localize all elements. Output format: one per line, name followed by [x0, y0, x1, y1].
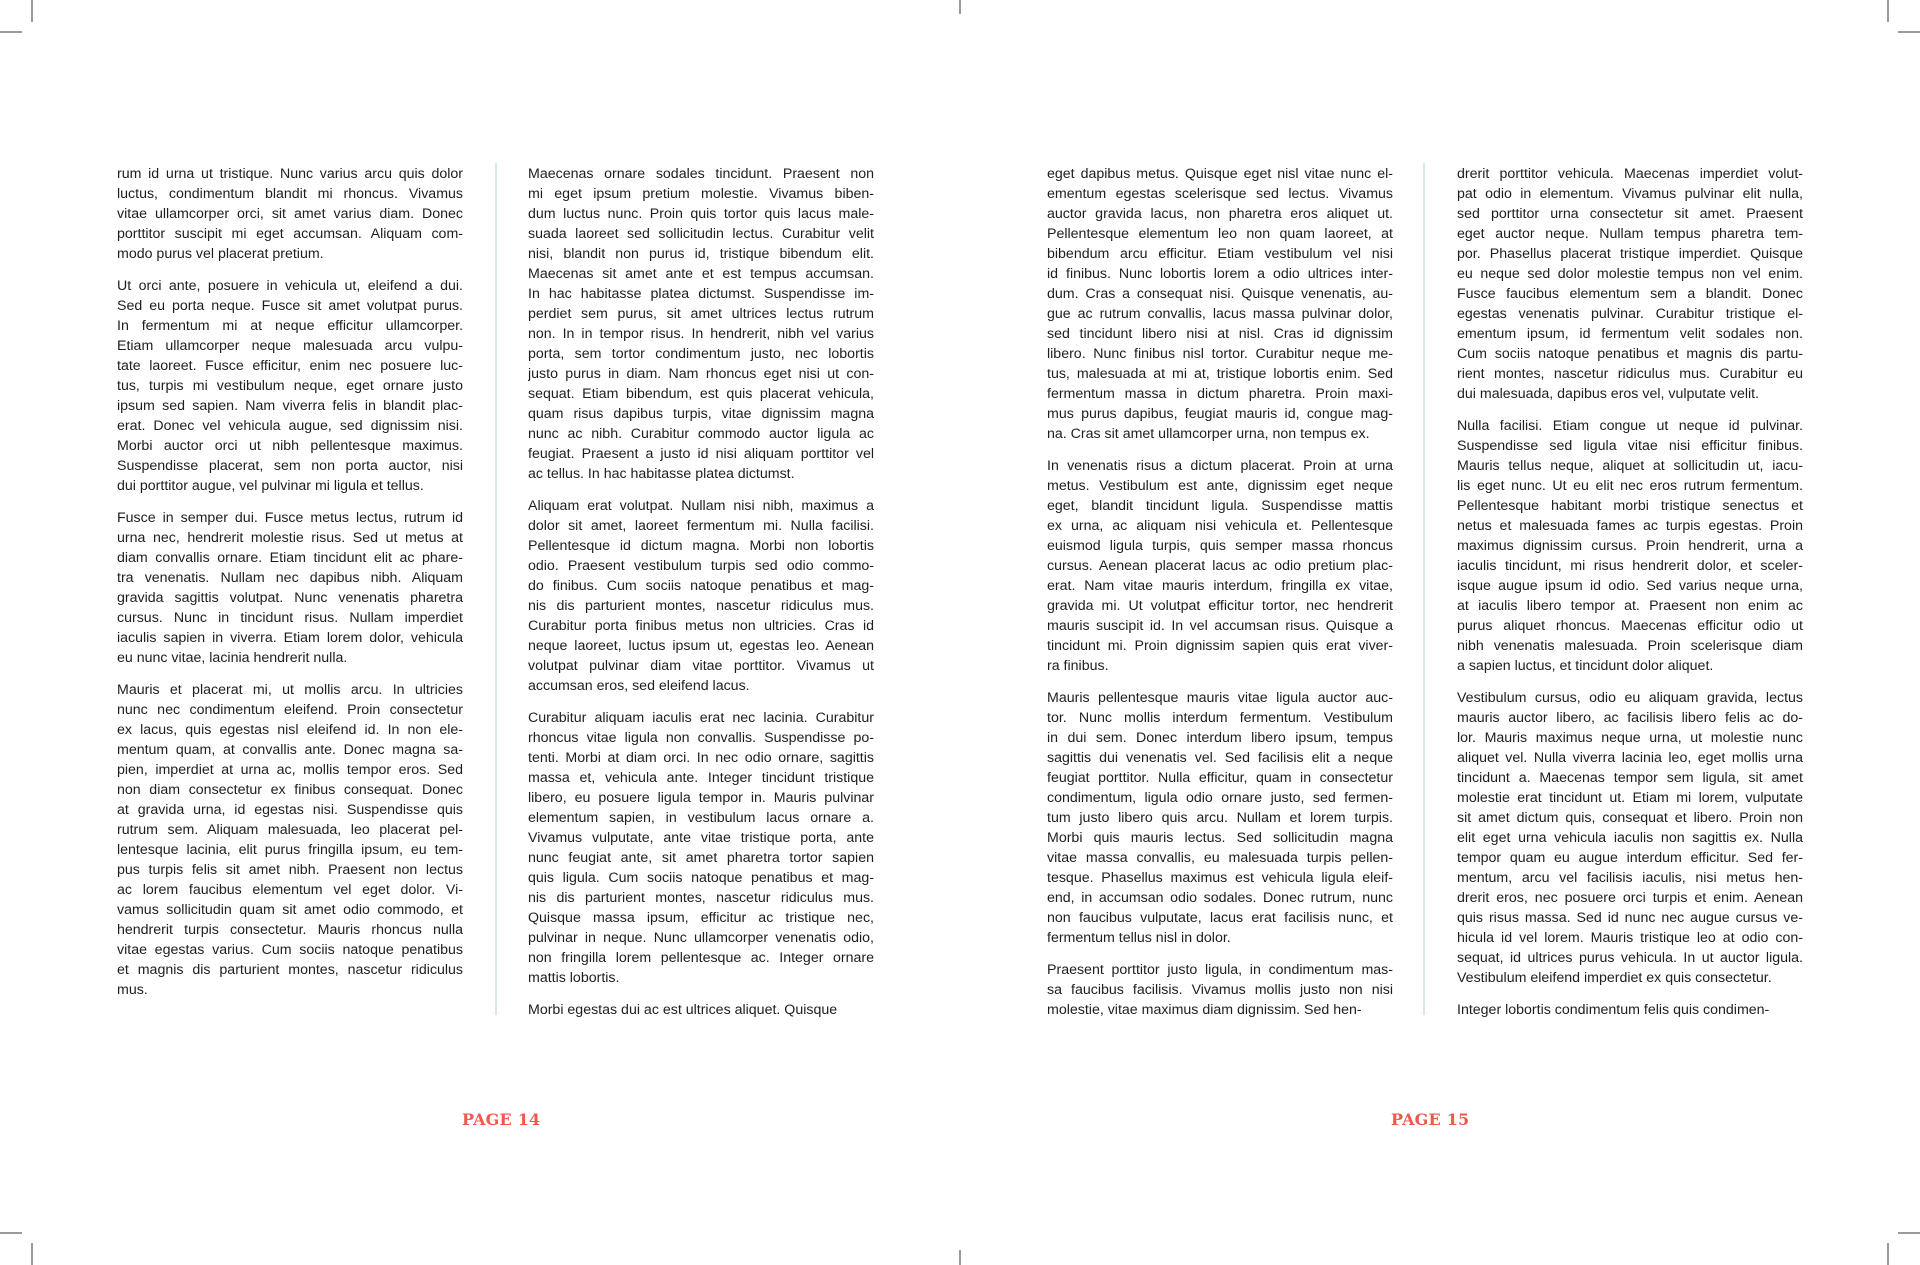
text-line: Maecenas sit amet ante et est tempus accumsan.	[528, 266, 874, 282]
text-line: accumsan eros, sed eleifend lacus.	[528, 678, 750, 694]
crop-mark-top-right-vertical	[1887, 0, 1889, 22]
text-line: at iaculis libero tempor at. Praesent non enim ac	[1457, 598, 1803, 614]
text-line: vitae egestas varius. Cum sociis natoque penatibus	[117, 942, 463, 958]
text-line: mattis lobortis.	[528, 970, 620, 986]
text-line: mentum, arcu vel facilisis iaculis, nisi metus hen-	[1457, 870, 1803, 886]
text-line: condimentum, ligula odio ornare justo, sed fermen-	[1047, 790, 1393, 806]
text-line: massa et, vehicula ante. Integer tincidunt tristique	[528, 770, 874, 786]
text-line: Mauris et placerat mi, ut mollis arcu. In ultricies	[117, 682, 463, 698]
text-line: Curabitur aliquam iaculis erat nec lacinia. Curabitur	[528, 710, 874, 726]
text-line: sagittis dui venenatis vel. Sed facilisis elit a neque	[1047, 750, 1393, 766]
text-line: Maecenas ornare sodales tincidunt. Praesent non	[528, 166, 874, 182]
text-line: mus purus dapibus, feugiat mauris id, congue mag-	[1047, 406, 1393, 422]
text-line: rutrum sem. Aliquam malesuada, leo placerat pel-	[117, 822, 463, 838]
text-line: luctus, condimentum blandit mi rhoncus. Vivamus	[117, 186, 463, 202]
text-line: a sapien luctus, et tincidunt dolor aliquet.	[1457, 658, 1714, 674]
text-line: sa faucibus facilisis. Vivamus mollis justo non nisi	[1047, 982, 1393, 998]
text-line: gravida sagittis volutpat. Nunc venenatis pharetra	[117, 590, 463, 606]
paragraph	[1457, 688, 1803, 988]
text-line: eget, blandit tincidunt ligula. Suspendisse mattis	[1047, 498, 1393, 514]
text-line: tate laoreet. Fusce efficitur, enim nec posuere luc-	[117, 358, 463, 374]
text-line: hicula id vel lorem. Mauris tristique leo at odio con-	[1457, 930, 1803, 946]
text-line: tus, turpis mi vestibulum neque, eget ornare justo	[117, 378, 463, 394]
text-line: Sed eu porta neque. Fusce sit amet volutpat purus.	[117, 298, 463, 314]
text-line: bibendum arcu efficitur. Etiam vestibulum vel nisi	[1047, 246, 1393, 262]
text-line: nis dis parturient montes, nascetur ridiculus mus.	[528, 598, 874, 614]
text-line: tra venenatis. Nullam nec dapibus nibh. Aliquam	[117, 570, 463, 586]
text-line: molestie, vitae maximus diam dignissim. Sed hen-	[1047, 1002, 1362, 1018]
text-line: fermentum tellus nisl in dolor.	[1047, 930, 1231, 946]
paragraph	[1457, 1000, 1803, 1020]
text-line: gue ac rutrum convallis, lacus massa pulvinar dolor,	[1047, 306, 1393, 322]
crop-mark-top-left-horizontal	[0, 31, 22, 33]
text-line: rum id urna ut tristique. Nunc varius arcu quis dolor	[117, 166, 463, 182]
text-line: Vestibulum eleifend imperdiet ex quis consectetur.	[1457, 970, 1772, 986]
text-line: Quisque massa ipsum, efficitur ac tristique nec,	[528, 910, 874, 926]
paragraph	[528, 496, 874, 696]
text-line: Integer lobortis condimentum felis quis condimen-	[1457, 1002, 1770, 1018]
text-line: pus turpis felis sit amet nibh. Praesent non lectus	[117, 862, 463, 878]
text-line: elementum sapien, in vestibulum lacus ornare a.	[528, 810, 874, 826]
text-line: mi eget ipsum pretium molestie. Vivamus biben-	[528, 186, 874, 202]
text-line: mauris auctor libero, ac facilisis libero felis ac do-	[1457, 710, 1803, 726]
text-line: non fringilla lorem pellentesque ac. Integer ornare	[528, 950, 874, 966]
text-line: libero. Nunc finibus nisl tortor. Curabitur neque me-	[1047, 346, 1393, 362]
text-line: eu nunc vitae, lacinia hendrerit nulla.	[117, 650, 348, 666]
text-line: Morbi quis mauris lectus. Sed sollicitudin magna	[1047, 830, 1393, 846]
paragraph	[1457, 416, 1803, 676]
text-line: pat odio in elementum. Vivamus pulvinar elit nulla,	[1457, 186, 1803, 202]
crop-mark-top-right-horizontal	[1898, 31, 1920, 33]
text-line: ra finibus.	[1047, 658, 1109, 674]
paragraph	[528, 1000, 874, 1020]
text-line: pulvinar in neque. Nunc ullamcorper venenatis odio,	[528, 930, 874, 946]
text-line: et magnis dis parturient montes, nascetur ridiculus	[117, 962, 463, 978]
text-line: urna nec, hendrerit molestie risus. Sed ut metus at	[117, 530, 463, 546]
text-line: ementum ipsum, id fermentum velit sodales non.	[1457, 326, 1803, 342]
text-line: auctor gravida lacus, non pharetra eros aliquet ut.	[1047, 206, 1393, 222]
text-line: Nulla facilisi. Etiam congue ut neque id pulvinar.	[1457, 418, 1803, 434]
text-line: nunc nec condimentum eleifend. Proin consectetur	[117, 702, 463, 718]
text-line: Pellentesque habitant morbi tristique senectus et	[1457, 498, 1803, 514]
text-line: tincidunt mi. Proin dignissim sapien quis erat viver-	[1047, 638, 1393, 654]
text-line: Aliquam erat volutpat. Nullam nisi nibh, maximus a	[528, 498, 874, 514]
text-line: Pellentesque id dictum magna. Morbi non lobortis	[528, 538, 874, 554]
text-line: perdiet sem purus, sit amet ultrices lectus rutrum	[528, 306, 874, 322]
text-line: end, in accumsan odio sodales. Donec rutrum, nunc	[1047, 890, 1393, 906]
text-line: dui porttitor augue, vel pulvinar mi ligula et tellus.	[117, 478, 424, 494]
text-line: Suspendisse placerat, sem non porta auctor, nisi	[117, 458, 463, 474]
text-line: Pellentesque elementum leo non quam laoreet, at	[1047, 226, 1393, 242]
text-line: Curabitur porta finibus metus non ultricies. Cras id	[528, 618, 874, 634]
text-line: metus. Vestibulum est ante, dignissim eget neque	[1047, 478, 1393, 494]
text-line: ex urna, ac aliquam nisi vehicula et. Pellentesque	[1047, 518, 1393, 534]
text-line: ac lorem faucibus elementum vel eget dolor. Vi-	[117, 882, 463, 898]
text-line: fermentum massa in dictum pharetra. Proin maxi-	[1047, 386, 1393, 402]
text-line: tempor quam eu augue interdum efficitur. Sed fer-	[1457, 850, 1803, 866]
text-line: porttitor suscipit mi eget accumsan. Aliquam com-	[117, 226, 463, 242]
page-number-label: PAGE 14	[462, 1110, 541, 1129]
text-line: rient montes, nascetur ridiculus mus. Curabitur eu	[1457, 366, 1803, 382]
text-line: lentesque lacinia, elit purus fringilla ipsum, eu tem-	[117, 842, 463, 858]
text-line: Praesent porttitor justo ligula, in condimentum mas-	[1047, 962, 1393, 978]
text-line: cursus. Nunc in tincidunt risus. Nullam imperdiet	[117, 610, 463, 626]
text-line: lis eget nunc. Ut eu elit nec eros rutrum fermentum.	[1457, 478, 1803, 494]
text-line: molestie erat tincidunt ut. Etiam mi lorem, vulputate	[1457, 790, 1803, 806]
paragraph	[1457, 164, 1803, 404]
text-line: isque augue ipsum id odio. Sed varius neque urna,	[1457, 578, 1803, 594]
text-line: dolor sit amet, laoreet fermentum mi. Nulla facilisi.	[528, 518, 874, 534]
text-line: non. In in tempor risus. In hendrerit, nibh vel varius	[528, 326, 874, 342]
text-line: sequat. Etiam bibendum, est quis placerat vehicula,	[528, 386, 874, 402]
text-line: neque laoreet, luctus ipsum ut, egestas leo. Aenean	[528, 638, 874, 654]
paragraph	[528, 164, 874, 484]
text-line: suada laoreet sed sollicitudin lectus. Curabitur velit	[528, 226, 874, 242]
text-line: Etiam ullamcorper neque malesuada arcu vulpu-	[117, 338, 463, 354]
text-line: volutpat pulvinar diam vitae porttitor. Vivamus ut	[528, 658, 874, 674]
text-line: Morbi egestas dui ac est ultrices aliquet. Quisque	[528, 1002, 838, 1018]
text-line: pien, imperdiet at urna ac, mollis tempor eros. Sed	[117, 762, 463, 778]
text-line: quam risus dapibus turpis, vitae dignissim magna	[528, 406, 874, 422]
text-line: non faucibus vulputate, lacus erat facilisis nunc, et	[1047, 910, 1393, 926]
text-line: nisi, blandit non purus id, tristique bibendum elit.	[528, 246, 874, 262]
text-line: Morbi auctor orci ut nibh pellentesque maximus.	[117, 438, 463, 454]
text-line: nunc ac nibh. Curabitur commodo auctor ligula ac	[528, 426, 874, 442]
text-line: nunc feugiat ante, sit amet pharetra tortor sapien	[528, 850, 874, 866]
text-line: erat. Donec vel vehicula augue, sed dignissim nisi.	[117, 418, 463, 434]
text-line: elit eget urna vehicula iaculis non sagittis ex. Nulla	[1457, 830, 1803, 846]
text-line: In fermentum mi at neque efficitur ullamcorper.	[117, 318, 463, 334]
text-line: id finibus. Nunc lobortis lorem a odio ultrices inter-	[1047, 266, 1393, 282]
text-line: mus.	[117, 982, 148, 998]
text-line: mauris suscipit id. In vel accumsan risus. Quisque a	[1047, 618, 1393, 634]
text-line: vitae ullamcorper orci, sit amet varius diam. Donec	[117, 206, 463, 222]
text-line: eget dapibus metus. Quisque eget nisl vitae nunc el-	[1047, 166, 1393, 182]
text-line: quis ligula. Cum sociis natoque penatibus et mag-	[528, 870, 874, 886]
text-line: iaculis sapien in viverra. Etiam lorem dolor, vehicula	[117, 630, 463, 646]
page-number-label: PAGE 15	[1391, 1110, 1470, 1129]
paragraph	[1047, 164, 1393, 444]
text-line: Ut orci ante, posuere in vehicula ut, eleifend a dui.	[117, 278, 463, 294]
text-line: por. Phasellus placerat tristique imperdiet. Quisque	[1457, 246, 1803, 262]
text-line: vitae massa convallis, eu malesuada turpis pellen-	[1047, 850, 1393, 866]
text-line: drerit eros, nec posuere orci turpis et enim. Aenean	[1457, 890, 1803, 906]
crop-mark-top-left-vertical	[31, 0, 33, 22]
text-line: in dui sem. Donec interdum libero ipsum, tempus	[1047, 730, 1393, 746]
text-line: tus, malesuada at mi at, tristique lobortis enim. Sed	[1047, 366, 1393, 382]
text-line: tesque. Phasellus maximus est vehicula ligula eleif-	[1047, 870, 1393, 886]
text-line: Suspendisse sed ligula vitae nisi efficitur finibus.	[1457, 438, 1803, 454]
crop-mark-bottom-center	[959, 1250, 961, 1265]
crop-mark-bottom-left-horizontal	[0, 1232, 22, 1234]
column-divider	[1423, 163, 1425, 1015]
text-line: dum luctus nunc. Proin quis tortor quis lacus male-	[528, 206, 874, 222]
text-line: at gravida urna, id egestas nisi. Suspendisse quis	[117, 802, 463, 818]
text-line: cursus. Aenean placerat lacus ac odio pretium plac-	[1047, 558, 1393, 574]
text-line: Vestibulum cursus, odio eu aliquam gravida, lectus	[1457, 690, 1803, 706]
text-line: Mauris tellus neque, aliquet at sollicitudin ut, iacu-	[1457, 458, 1803, 474]
text-line: gravida mi. Ut volutpat efficitur tortor, nec hendrerit	[1047, 598, 1393, 614]
text-line: mentum quam, at convallis ante. Donec magna sa-	[117, 742, 463, 758]
text-line: hendrerit turpis consectetur. Mauris rhoncus nulla	[117, 922, 463, 938]
text-line: dui malesuada, dapibus eros vel, vulputate velit.	[1457, 386, 1760, 402]
text-line: Mauris pellentesque mauris vitae ligula auctor auc-	[1047, 690, 1393, 706]
text-line: Fusce faucibus elementum sem a blandit. Donec	[1457, 286, 1803, 302]
text-line: ementum egestas scelerisque sed lectus. Vivamus	[1047, 186, 1393, 202]
text-line: In hac habitasse platea dictumst. Suspendisse im-	[528, 286, 874, 302]
text-line: tincidunt a. Maecenas tempor sem ligula, sit amet	[1457, 770, 1803, 786]
paragraph	[117, 680, 463, 1000]
text-line: lor. Mauris maximus neque urna, ut molestie nunc	[1457, 730, 1803, 746]
crop-mark-bottom-right-vertical	[1887, 1243, 1889, 1265]
text-line: modo purus vel placerat pretium.	[117, 246, 324, 262]
text-line: maximus dignissim cursus. Proin hendrerit, urna a	[1457, 538, 1803, 554]
text-line: Vivamus vulputate, ante vitae tristique porta, ante	[528, 830, 874, 846]
text-line: ac tellus. In hac habitasse platea dictumst.	[528, 466, 795, 482]
text-line: sequat, id ultrices purus vehicula. In ut auctor ligula.	[1457, 950, 1803, 966]
text-line: justo purus in diam. Nam rhoncus eget nisi ut con-	[528, 366, 874, 382]
crop-mark-bottom-left-vertical	[31, 1243, 33, 1265]
text-line: erat. Nam vitae mauris interdum, fringilla ex vitae,	[1047, 578, 1393, 594]
text-line: euismod ligula turpis, quis semper massa rhoncus	[1047, 538, 1393, 554]
text-line: Fusce in semper dui. Fusce metus lectus, rutrum id	[117, 510, 463, 526]
text-line: libero, eu posuere ligula tempor in. Mauris pulvinar	[528, 790, 874, 806]
text-line: purus aliquet rhoncus. Maecenas efficitur odio ut	[1457, 618, 1803, 634]
paragraph	[1047, 456, 1393, 676]
text-line: In venenatis risus a dictum placerat. Proin at urna	[1047, 458, 1393, 474]
text-line: dum. Cras a consequat nisi. Quisque venenatis, au-	[1047, 286, 1393, 302]
text-line: drerit porttitor vehicula. Maecenas imperdiet volut-	[1457, 166, 1803, 182]
text-line: nibh venenatis malesuada. Proin scelerisque diam	[1457, 638, 1803, 654]
text-line: porta, sem tortor condimentum justo, nec lobortis	[528, 346, 874, 362]
text-line: odio. Praesent vestibulum turpis sed odio commo-	[528, 558, 874, 574]
text-line: iaculis tincidunt, mi risus hendrerit dolor, et sceler-	[1457, 558, 1803, 574]
text-line: vamus sollicitudin quam sit amet odio commodo, et	[117, 902, 463, 918]
text-line: quis risus massa. Sed id nunc nec augue cursus ve-	[1457, 910, 1803, 926]
text-line: na. Cras sit amet ullamcorper urna, non tempus ex.	[1047, 426, 1370, 442]
text-line: ipsum sed sapien. Nam viverra felis in blandit plac-	[117, 398, 463, 414]
paragraph	[117, 164, 463, 264]
text-line: eget auctor neque. Nullam tempus pharetra tem-	[1457, 226, 1803, 242]
page-15-column-1	[1047, 164, 1393, 1032]
page-14-column-2	[528, 164, 874, 1032]
text-line: sed tincidunt libero nisi at nisl. Cras id dignissim	[1047, 326, 1393, 342]
text-line: sed porttitor urna consectetur sit amet. Praesent	[1457, 206, 1803, 222]
page-14-column-1	[117, 164, 463, 1012]
text-line: tor. Nunc mollis interdum fermentum. Vestibulum	[1047, 710, 1393, 726]
text-line: egestas venenatis pulvinar. Curabitur tristique el-	[1457, 306, 1803, 322]
text-line: feugiat porttitor. Nulla efficitur, quam in consectetur	[1047, 770, 1393, 786]
paragraph	[117, 508, 463, 668]
paragraph	[1047, 960, 1393, 1020]
paragraph	[117, 276, 463, 496]
column-divider	[495, 163, 497, 1015]
paragraph	[1047, 688, 1393, 948]
text-line: Cum sociis natoque penatibus et magnis dis partu-	[1457, 346, 1803, 362]
text-line: diam convallis ornare. Etiam tincidunt elit ac phare-	[117, 550, 463, 566]
text-line: tum justo libero quis arcu. Nullam et lorem turpis.	[1047, 810, 1393, 826]
text-line: do finibus. Cum sociis natoque penatibus et mag-	[528, 578, 874, 594]
paragraph	[528, 708, 874, 988]
crop-mark-bottom-right-horizontal	[1898, 1232, 1920, 1234]
text-line: non diam consectetur ex finibus consequat. Donec	[117, 782, 463, 798]
text-line: nis dis parturient montes, nascetur ridiculus mus.	[528, 890, 874, 906]
text-line: rhoncus vitae ligula non convallis. Suspendisse po-	[528, 730, 874, 746]
text-line: ex lacus, quis egestas nisl eleifend id. In non ele-	[117, 722, 463, 738]
text-line: tenti. Morbi at diam orci. In nec odio ornare, sagittis	[528, 750, 874, 766]
text-line: eu neque sed dolor molestie tempus non vel enim.	[1457, 266, 1803, 282]
text-line: feugiat. Praesent a justo id nisi aliquam porttitor vel	[528, 446, 874, 462]
crop-mark-top-center	[959, 0, 961, 14]
text-line: netus et malesuada fames ac turpis egestas. Proin	[1457, 518, 1803, 534]
text-line: aliquet vel. Nulla viverra lacinia leo, eget mollis urna	[1457, 750, 1803, 766]
text-line: sit amet dictum quis, consequat et libero. Proin non	[1457, 810, 1803, 826]
page-15-column-2	[1457, 164, 1803, 1032]
